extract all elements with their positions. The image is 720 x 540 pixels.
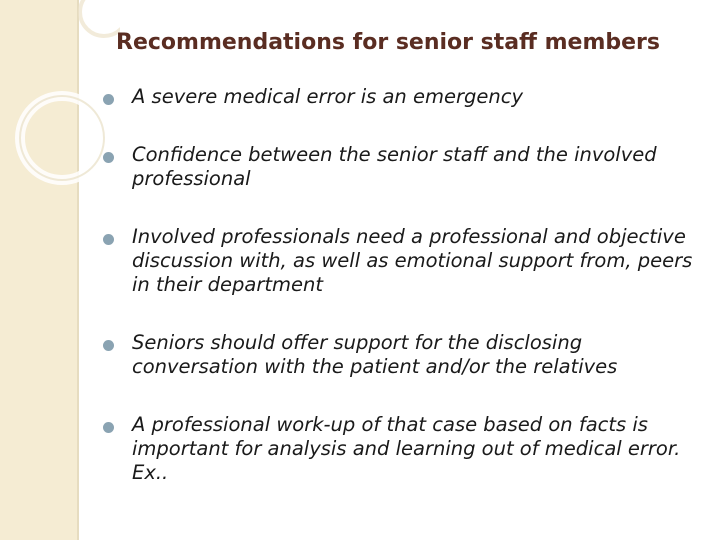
bullet-list xyxy=(103,85,709,519)
decorative-ring-large-outline xyxy=(20,96,104,180)
decorative-ring-small xyxy=(80,0,120,36)
bullet-item xyxy=(103,143,709,191)
decorative-rings xyxy=(0,0,120,200)
bullet-icon xyxy=(103,94,114,105)
bullet-text: Involved professionals need a professional and objective discussion with, as well as emotional support from, peers in their department xyxy=(132,225,693,296)
bullet-icon xyxy=(103,340,114,351)
bullet-text: Confidence between the senior staff and the involved professional xyxy=(132,143,657,190)
bullet-item xyxy=(103,225,709,297)
bullet-icon xyxy=(103,152,114,163)
slide-title: Recommendations for senior staff members xyxy=(116,30,660,55)
bullet-icon xyxy=(103,422,114,433)
bullet-icon xyxy=(103,234,114,245)
bullet-item xyxy=(103,413,709,485)
bullet-item xyxy=(103,331,709,379)
bullet-text: Seniors should offer support for the disclosing conversation with the patient and/or the relatives xyxy=(132,331,618,378)
bullet-item xyxy=(103,85,709,109)
bullet-text: A professional work-up of that case based on facts is important for analysis and learning out of medical error. Ex.. xyxy=(132,413,681,484)
bullet-text: A severe medical error is an emergency xyxy=(132,85,523,108)
